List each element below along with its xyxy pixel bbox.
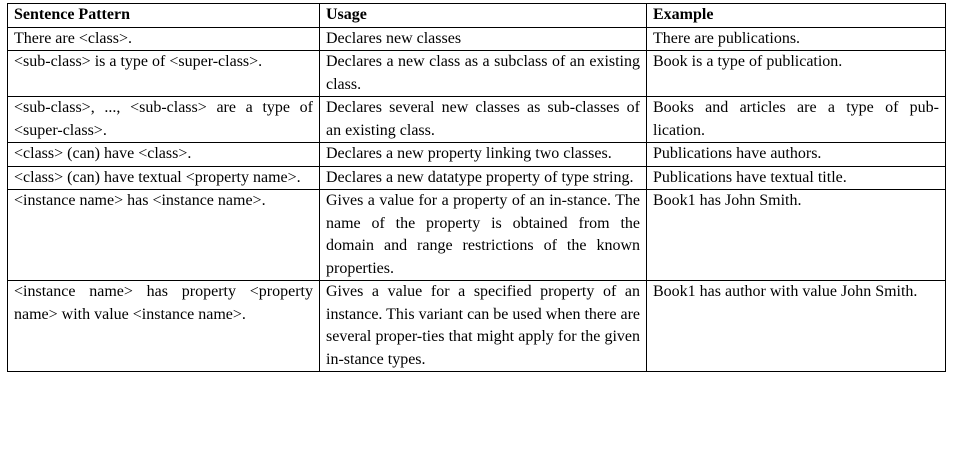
table-row: [8, 143, 946, 167]
cell-example: Book1 has John Smith.: [647, 190, 946, 281]
cell-example: Publications have authors.: [647, 143, 946, 167]
header-example: Example: [647, 4, 946, 28]
cell-pattern: There are <class>.: [8, 27, 320, 51]
cell-example: There are publications.: [647, 27, 946, 51]
table-row: [8, 97, 946, 143]
header-usage: Usage: [320, 4, 647, 28]
table-header-row: [8, 4, 946, 28]
cell-usage: Declares a new class as a subclass of an existing class.: [320, 51, 647, 97]
cell-example: Book1 has author with value John Smith.: [647, 281, 946, 372]
cell-pattern: <instance name> has property <property name> with value <instance name>.: [8, 281, 320, 372]
table-row: [8, 27, 946, 51]
cell-usage: Declares new classes: [320, 27, 647, 51]
table-row: [8, 281, 946, 372]
cell-pattern: <class> (can) have textual <property name>.: [8, 166, 320, 190]
table-row: [8, 51, 946, 97]
cell-pattern: <sub-class> is a type of <super-class>.: [8, 51, 320, 97]
cell-example: Book is a type of publication.: [647, 51, 946, 97]
table-row: [8, 166, 946, 190]
cell-example: Books and articles are a type of pub-lication.: [647, 97, 946, 143]
cell-usage: Declares a new property linking two classes.: [320, 143, 647, 167]
cell-usage: Declares a new datatype property of type string.: [320, 166, 647, 190]
header-sentence-pattern: Sentence Pattern: [8, 4, 320, 28]
sentence-pattern-table: [7, 3, 946, 372]
cell-pattern: <instance name> has <instance name>.: [8, 190, 320, 281]
cell-pattern: <class> (can) have <class>.: [8, 143, 320, 167]
table-row: [8, 190, 946, 281]
cell-usage: Declares several new classes as sub-classes of an existing class.: [320, 97, 647, 143]
cell-example: Publications have textual title.: [647, 166, 946, 190]
cell-usage: Gives a value for a specified property of an instance. This variant can be used when there are several proper-ties that might apply for the given in-stance types.: [320, 281, 647, 372]
cell-usage: Gives a value for a property of an in-stance. The name of the property is obtained from the domain and range restrictions of the known properties.: [320, 190, 647, 281]
cell-pattern: <sub-class>, ..., <sub-class> are a type of <super-class>.: [8, 97, 320, 143]
